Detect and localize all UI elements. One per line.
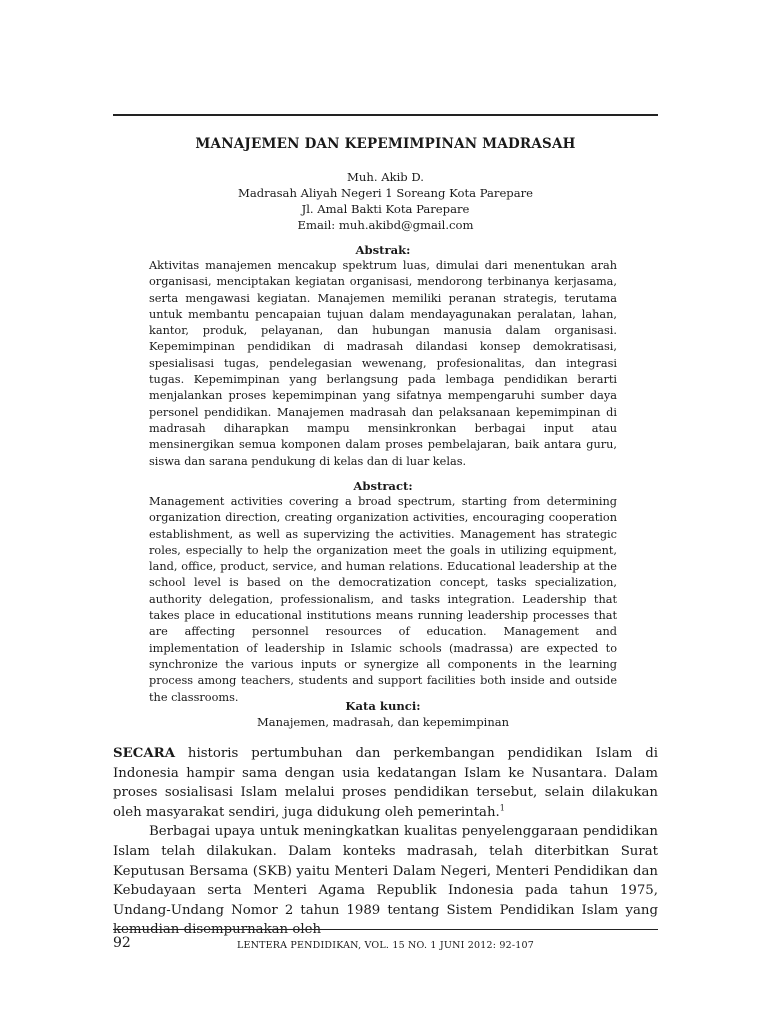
abstract-section xyxy=(149,479,617,706)
abstrak-text: Aktivitas manajemen mencakup spektrum luas, dimulai dari menentukan arah organisasi, menciptakan kegiatan organisasi, mendorong terbinanya kerjasama, serta mengawasi kegiatan. Manajemen memiliki peranan strategis, terutama untuk membantu pencapaian tujuan dalam mendayagunakan peralatan, lahan, kantor, produk, pelayanan, dan hubungan manusia dalam organisasi. Kepemimpinan pendidikan di madrasah dilandasi konsep demokratisasi, spesialisasi tugas, pendelegasian wewenang, profesionalitas, dan integrasi tugas. Kepemimpinan yang berlangsung pada lembaga pendidikan berarti menjalankan proses kepemimpinan yang sifatnya mempengaruhi sumber daya personel pendidikan. Manajemen madrasah dan pelaksanaan kepemimpinan di madrasah diharapkan mampu mensinkronkan berbagai input atau mensinergikan semua komponen dalam proses pembelajaran, baik antara guru, siswa dan sarana pendukung di kelas dan di luar kelas. xyxy=(149,259,617,468)
footnote-marker: 1 xyxy=(499,803,505,813)
abstrak-section xyxy=(149,243,617,470)
author-info xyxy=(113,169,658,233)
body-paragraph-2: Berbagai upaya untuk meningkatkan kualitas penyelenggaraan pendidikan Islam telah dilakukan. Dalam konteks madrasah, telah diterbitkan Surat Keputusan Bersama (SKB) yaitu Menteri Dalam Negeri, Menteri Pendidikan dan Kebudayaan serta Menteri Agama Republik Indonesia pada tahun 1975, Undang-Undang Nomor 2 tahun 1989 tentang Sistem Pendidikan Islam yang kemudian disempurnakan oleh xyxy=(113,824,658,938)
abstract-text: Management activities covering a broad spectrum, starting from determining organization direction, creating organization activities, encouraging cooperation establishment, as well as supervizing the activities. Management has strategic roles, especially to help the organization meet the goals in utilizing equipment, land, office, product, service, and human relations. Educational leadership at the school level is based on the democratization concept, tasks specialization, authority delegation, professionalism, and tasks integration. Leadership that takes place in educational institutions means running leadership processes that are affecting personnel resources of education. Management and implementation of leadership in Islamic schools (madrassa) are expected to synchronize the various inputs or synergize all components in the learning process among teachers, students and support facilities both inside and outside the classrooms. xyxy=(149,495,617,704)
author-address: Jl. Amal Bakti Kota Parepare xyxy=(301,202,470,216)
keywords-section xyxy=(149,699,617,730)
page-number: 92 xyxy=(113,935,131,951)
abstract-heading: Abstract: xyxy=(353,479,413,493)
body-paragraph-1 xyxy=(113,744,658,822)
author-name: Muh. Akib D. xyxy=(347,170,424,184)
body-text xyxy=(113,744,658,940)
author-affiliation: Madrasah Aliyah Negeri 1 Soreang Kota Parepare xyxy=(237,186,534,200)
lead-word: SECARA xyxy=(113,746,176,761)
top-rule xyxy=(113,114,658,116)
journal-citation: LENTERA PENDIDIKAN, VOL. 15 NO. 1 JUNI 2012: 92-107 xyxy=(236,940,535,951)
author-email: Email: muh.akibd@gmail.com xyxy=(297,218,474,232)
keywords-heading: Kata kunci: xyxy=(345,699,421,713)
keywords-text: Manajemen, madrasah, dan kepemimpinan xyxy=(256,715,510,729)
abstrak-heading: Abstrak: xyxy=(355,243,411,257)
paragraph-1-text: historis pertumbuhan dan perkembangan pendidikan Islam di Indonesia hampir sama dengan usia kedatangan Islam ke Nusantara. Dalam proses sosialisasi Islam melalui proses pendidikan tersebut, selain dilakukan oleh masyarakat sendiri, juga didukung oleh pemerintah. xyxy=(113,746,658,820)
page-footer xyxy=(113,935,658,955)
paper-title: MANAJEMEN DAN KEPEMIMPINAN MADRASAH xyxy=(195,136,576,152)
footer-rule xyxy=(113,929,658,930)
paper-header xyxy=(113,136,658,233)
